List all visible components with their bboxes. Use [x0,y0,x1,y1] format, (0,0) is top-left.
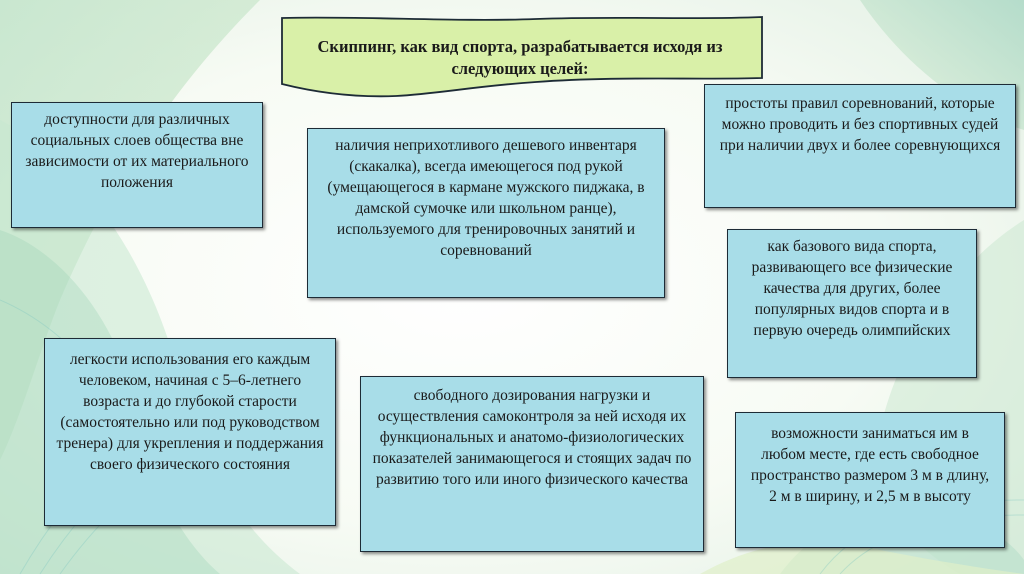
goal-box-inventory [307,128,665,298]
goal-box-text: как базового вида спорта, развивающего все физические качества для других, более популярных видов спорта и в первую очередь олимпийских [751,238,953,339]
goal-box-text: свободного дозирования нагрузки и осуществления самоконтроля за ней исходя их функциональных и анатомо-физиологических показателей занимающегося и стоящих задач по развитию того или иного физического качества [372,387,692,488]
goal-box-accessibility [11,102,263,228]
goal-box-text: легкости использования его каждым человеком, начиная с 5–6-летнего возраста и до глубокой старости (самостоятельно или под руководством тренера) для укрепления и поддержания своего физического состояния [56,351,324,473]
slide-title: Скиппинг, как вид спорта, разрабатывается исходя из следующих целей: [317,37,723,78]
goal-box-ease-of-use [44,338,336,526]
goal-box-text: наличия неприхотливого дешевого инвентаря (скакалка), всегда имеющегося под рукой (умещающегося в кармане мужского пиджака, в дамской сумочке или школьном ранце), используемого для тренировочных занятий и соревнований [327,137,645,259]
goal-box-text: простоты правил соревнований, которые можно проводить и без спортивных судей при наличии двух и более соревнующихся [719,95,1001,154]
goal-box-simple-rules [704,84,1016,208]
goal-box-any-place [735,412,1005,548]
title-banner [276,14,768,100]
goal-box-base-sport [727,229,977,378]
goal-box-text: доступности для различных социальных слоев общества вне зависимости от их материального положения [25,111,249,191]
goal-box-text: возможности заниматься им в любом месте, где есть свободное пространство размером 3 м в длину, 2 м в ширину, и 2,5 м в высоту [750,425,990,505]
goal-box-load-dosing [360,376,704,552]
